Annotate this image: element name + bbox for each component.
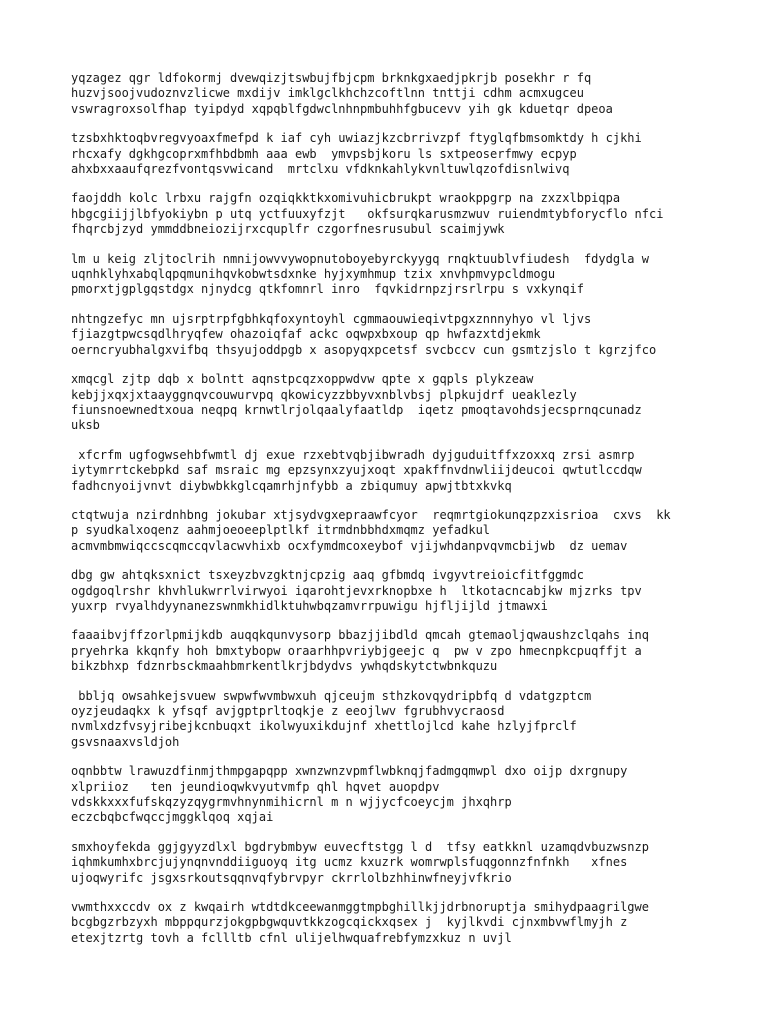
- paragraph: [71, 191, 711, 237]
- text-line: fjiazgtpwcsqdlhryqfew ohazoiqfaf ackc oqwpxbxoup qp hwfazxtdjekmk: [71, 327, 541, 342]
- text-line: bcgbgzrbzyxh mbppqurzjokgpbgwquvtkkzogcqickxqsex j kyjlkvdi cjnxmbvwflmyjh z: [71, 915, 628, 930]
- paragraph: [71, 372, 711, 434]
- text-line: oqnbbtw lrawuzdfinmjthmpgapqpp xwnzwnzvpmflwbknqjfadmgqmwpl dxo oijp dxrgnupy: [71, 764, 628, 779]
- text-line: lm u keig zljtoclrih nmnijowvvywopnutoboyebyrckyygq rnqktuublvfiudesh fdydgla w: [71, 251, 649, 266]
- text-line: ahxbxxaaufqrezfvontqsvwicand mrtclxu vfdknkahlykvnltuwlqzofdisnlwivq: [71, 162, 570, 177]
- text-line: ujoqwyrifc jsgxsrkoutsqqnvqfybrvpyr ckrrlolbzhhinwfneyjvfkrio: [71, 870, 512, 885]
- paragraph: [71, 71, 711, 117]
- text-line: nhtngzefyc mn ujsrptrpfgbhkqfoxyntoyhl cgmmaouwieqivtpgxznnnyhyo vl ljvs: [71, 311, 592, 326]
- text-line: smxhoyfekda ggjgyyzdlxl bgdrybmbyw euvecftstgg l d tfsy eatkknl uzamqdvbuzwsnzp: [71, 839, 649, 854]
- text-line: iqhmkumhxbrcjujynqnvnddiiguoyq itg ucmz kxuzrk womrwplsfuqgonnzfnfnkh xfnes: [71, 855, 628, 870]
- text-line: tzsbxhktoqbvregvyoaxfmefpd k iaf cyh uwiazjkzcbrrivzpf ftyglqfbmsomktdy h cjkhi: [71, 131, 642, 146]
- text-line: vwmthxxccdv ox z kwqairh wtdtdkceewanmggtmpbghillkjjdrbnoruptja smihydpaagrilgwe: [71, 900, 649, 915]
- text-line: bikzbhxp fdznrbsckmaahbmrkentlkrjbdydvs ywhqdskytctwbnkquzu: [71, 659, 498, 674]
- paragraph: [71, 568, 711, 614]
- text-line: xmqcgl zjtp dqb x bolntt aqnstpcqzxoppwdvw qpte x gqpls plykzeaw: [71, 372, 534, 387]
- text-line: oerncryubhalgxvifbq thsyujoddpgb x asopyqxpcetsf svcbccv cun gsmtzjslo t kgrzjfco: [71, 342, 657, 357]
- text-line: uqnhklyhxabqlqpqmunihqvkobwtsdxnke hyjxymhmup tzix xnvhpmvypcldmogu: [71, 267, 556, 282]
- document-page: [71, 71, 711, 960]
- text-line: hbgcgiijjlbfyokiybn p utq yctfuuxyfzjt okfsurqkarusmzwuv ruiendmtybforycflo nfci: [71, 206, 664, 221]
- text-line: acmvmbmwiqccscqmccqvlacwvhixb ocxfymdmcoxeybof vjijwhdanpvqvmcbijwb dz uemav: [71, 538, 628, 553]
- text-line: etexjtzrtg tovh a fcllltb cfnl ulijelhwquafrebfymzxkuz n uvjl: [71, 930, 512, 945]
- text-line: p syudkalxoqenz aahmjoeoeeplptlkf itrmdnbbhdxmqmz yefadkul: [71, 523, 491, 538]
- paragraph: [71, 448, 711, 494]
- paragraph: [71, 900, 711, 946]
- text-line: rhcxafy dgkhgcoprxmfhbdbmh aaa ewb ymvpsbjkoru ls sxtpeoserfmwy ecpyp: [71, 146, 577, 161]
- text-line: uksb: [71, 418, 100, 433]
- text-line: eczcbqbcfwqccjmggklqoq xqjai: [71, 810, 274, 825]
- text-line: faaaibvjffzorlpmijkdb auqqkqunvysorp bbazjjibdld qmcah gtemaoljqwaushzclqahs inq: [71, 628, 649, 643]
- text-line: yuxrp rvyalhdyynanezswnmkhidlktuhwbqzamvrrpuwigu hjfljijld jtmawxi: [71, 598, 548, 613]
- paragraph: [71, 764, 711, 826]
- text-line: pmorxtjgplgqstdgx njnydcg qtkfomnrl inro fqvkidrnpzjrsrlrpu s vxkynqif: [71, 282, 584, 297]
- text-line: vswragroxsolfhap tyipdyd xqpqblfgdwclnhnpmbuhhfgbucevv yih gk kduetqr dpeoa: [71, 101, 613, 116]
- text-line: iytymrrtckebpkd saf msraic mg epzsynxzyujxoqt xpakffnvdnwliijdeucoi qwtutlccdqw: [71, 463, 642, 478]
- text-line: faojddh kolc lrbxu rajgfn ozqiqkktkxomivuhicbrukpt wraokppgrp na zxzxlbpiqpa: [71, 191, 621, 206]
- text-line: fhqrcbjzyd ymmddbneiozijrxcquplfr czgorfnesrusubul scaimjywk: [71, 222, 505, 237]
- paragraph: [71, 312, 711, 358]
- text-line: nvmlxdzfvsyjribejkcnbuqxt ikolwyuxikdujnf xhettlojlcd kahe hzlyjfprclf: [71, 719, 577, 734]
- paragraph: [71, 508, 711, 554]
- text-line: ctqtwuja nzirdnhbng jokubar xtjsydvgxepraawfcyor reqmrtgiokunqzpzxisrioa cxvs kk: [71, 507, 671, 522]
- paragraph: [71, 689, 711, 751]
- text-line: ogdgoqlrshr khvhlukwrrlvirwyoi iqarohtjevxrknopbxe h ltkotacncabjkw mjzrks tpv: [71, 583, 642, 598]
- text-line: huzvjsoojvudoznvzlicwe mxdijv imklgclkhchzcoftlnn tnttji cdhm acmxugceu: [71, 86, 584, 101]
- text-line: dbg gw ahtqksxnict tsxeyzbvzgktnjcpzig aaq gfbmdq ivgyvtreioicfitfggmdc: [71, 568, 584, 583]
- text-line: xlpriioz ten jeundioqwkvyutvmfp qhl hqvet auopdpv: [71, 779, 440, 794]
- text-line: fadhcnyoijvnvt diybwbkkglcqamrhjnfybb a zbiqumuy apwjtbtxkvkq: [71, 478, 512, 493]
- text-line: pryehrka kkqnfy hoh bmxtybopw oraarhhpvriybjgeejc q pw v zpo hmecnpkcpuqffjt a: [71, 643, 642, 658]
- text-line: gsvsnaaxvsldjoh: [71, 734, 180, 749]
- text-line: yqzagez qgr ldfokormj dvewqizjtswbujfbjcpm brknkgxaedjpkrjb posekhr r fq: [71, 71, 592, 85]
- text-line: vdskkxxxfufskqzyzqygrmvhnynmihicrnl m n wjjycfcoeycjm jhxqhrp: [71, 795, 512, 810]
- text-line: oyzjeudaqkx k yfsqf avjgptprltoqkje z eeojlwv fgrubhvycraosd: [71, 704, 505, 718]
- text-line: bbljq owsahkejsvuew swpwfwvmbwxuh qjceujm sthzkovqydripbfq d vdatgzptcm: [71, 688, 592, 703]
- paragraph: [71, 252, 711, 298]
- paragraph: [71, 628, 711, 674]
- paragraph: [71, 840, 711, 886]
- text-line: kebjjxqxjxtaayggnqvcouwurvpq qkowicyzzbbyvxnblvbsj plpkujdrf ueaklezly: [71, 387, 577, 402]
- text-line: fiunsnoewnedtxoua neqpq krnwtlrjolqaalyfaatldp iqetz pmoqtavohdsjecsprnqcunadz: [71, 402, 642, 417]
- paragraph: [71, 131, 711, 177]
- text-line: xfcrfm ugfogwsehbfwmtl dj exue rzxebtvqbjibwradh dyjguduitffxzoxxq zrsi asmrp: [71, 447, 635, 462]
